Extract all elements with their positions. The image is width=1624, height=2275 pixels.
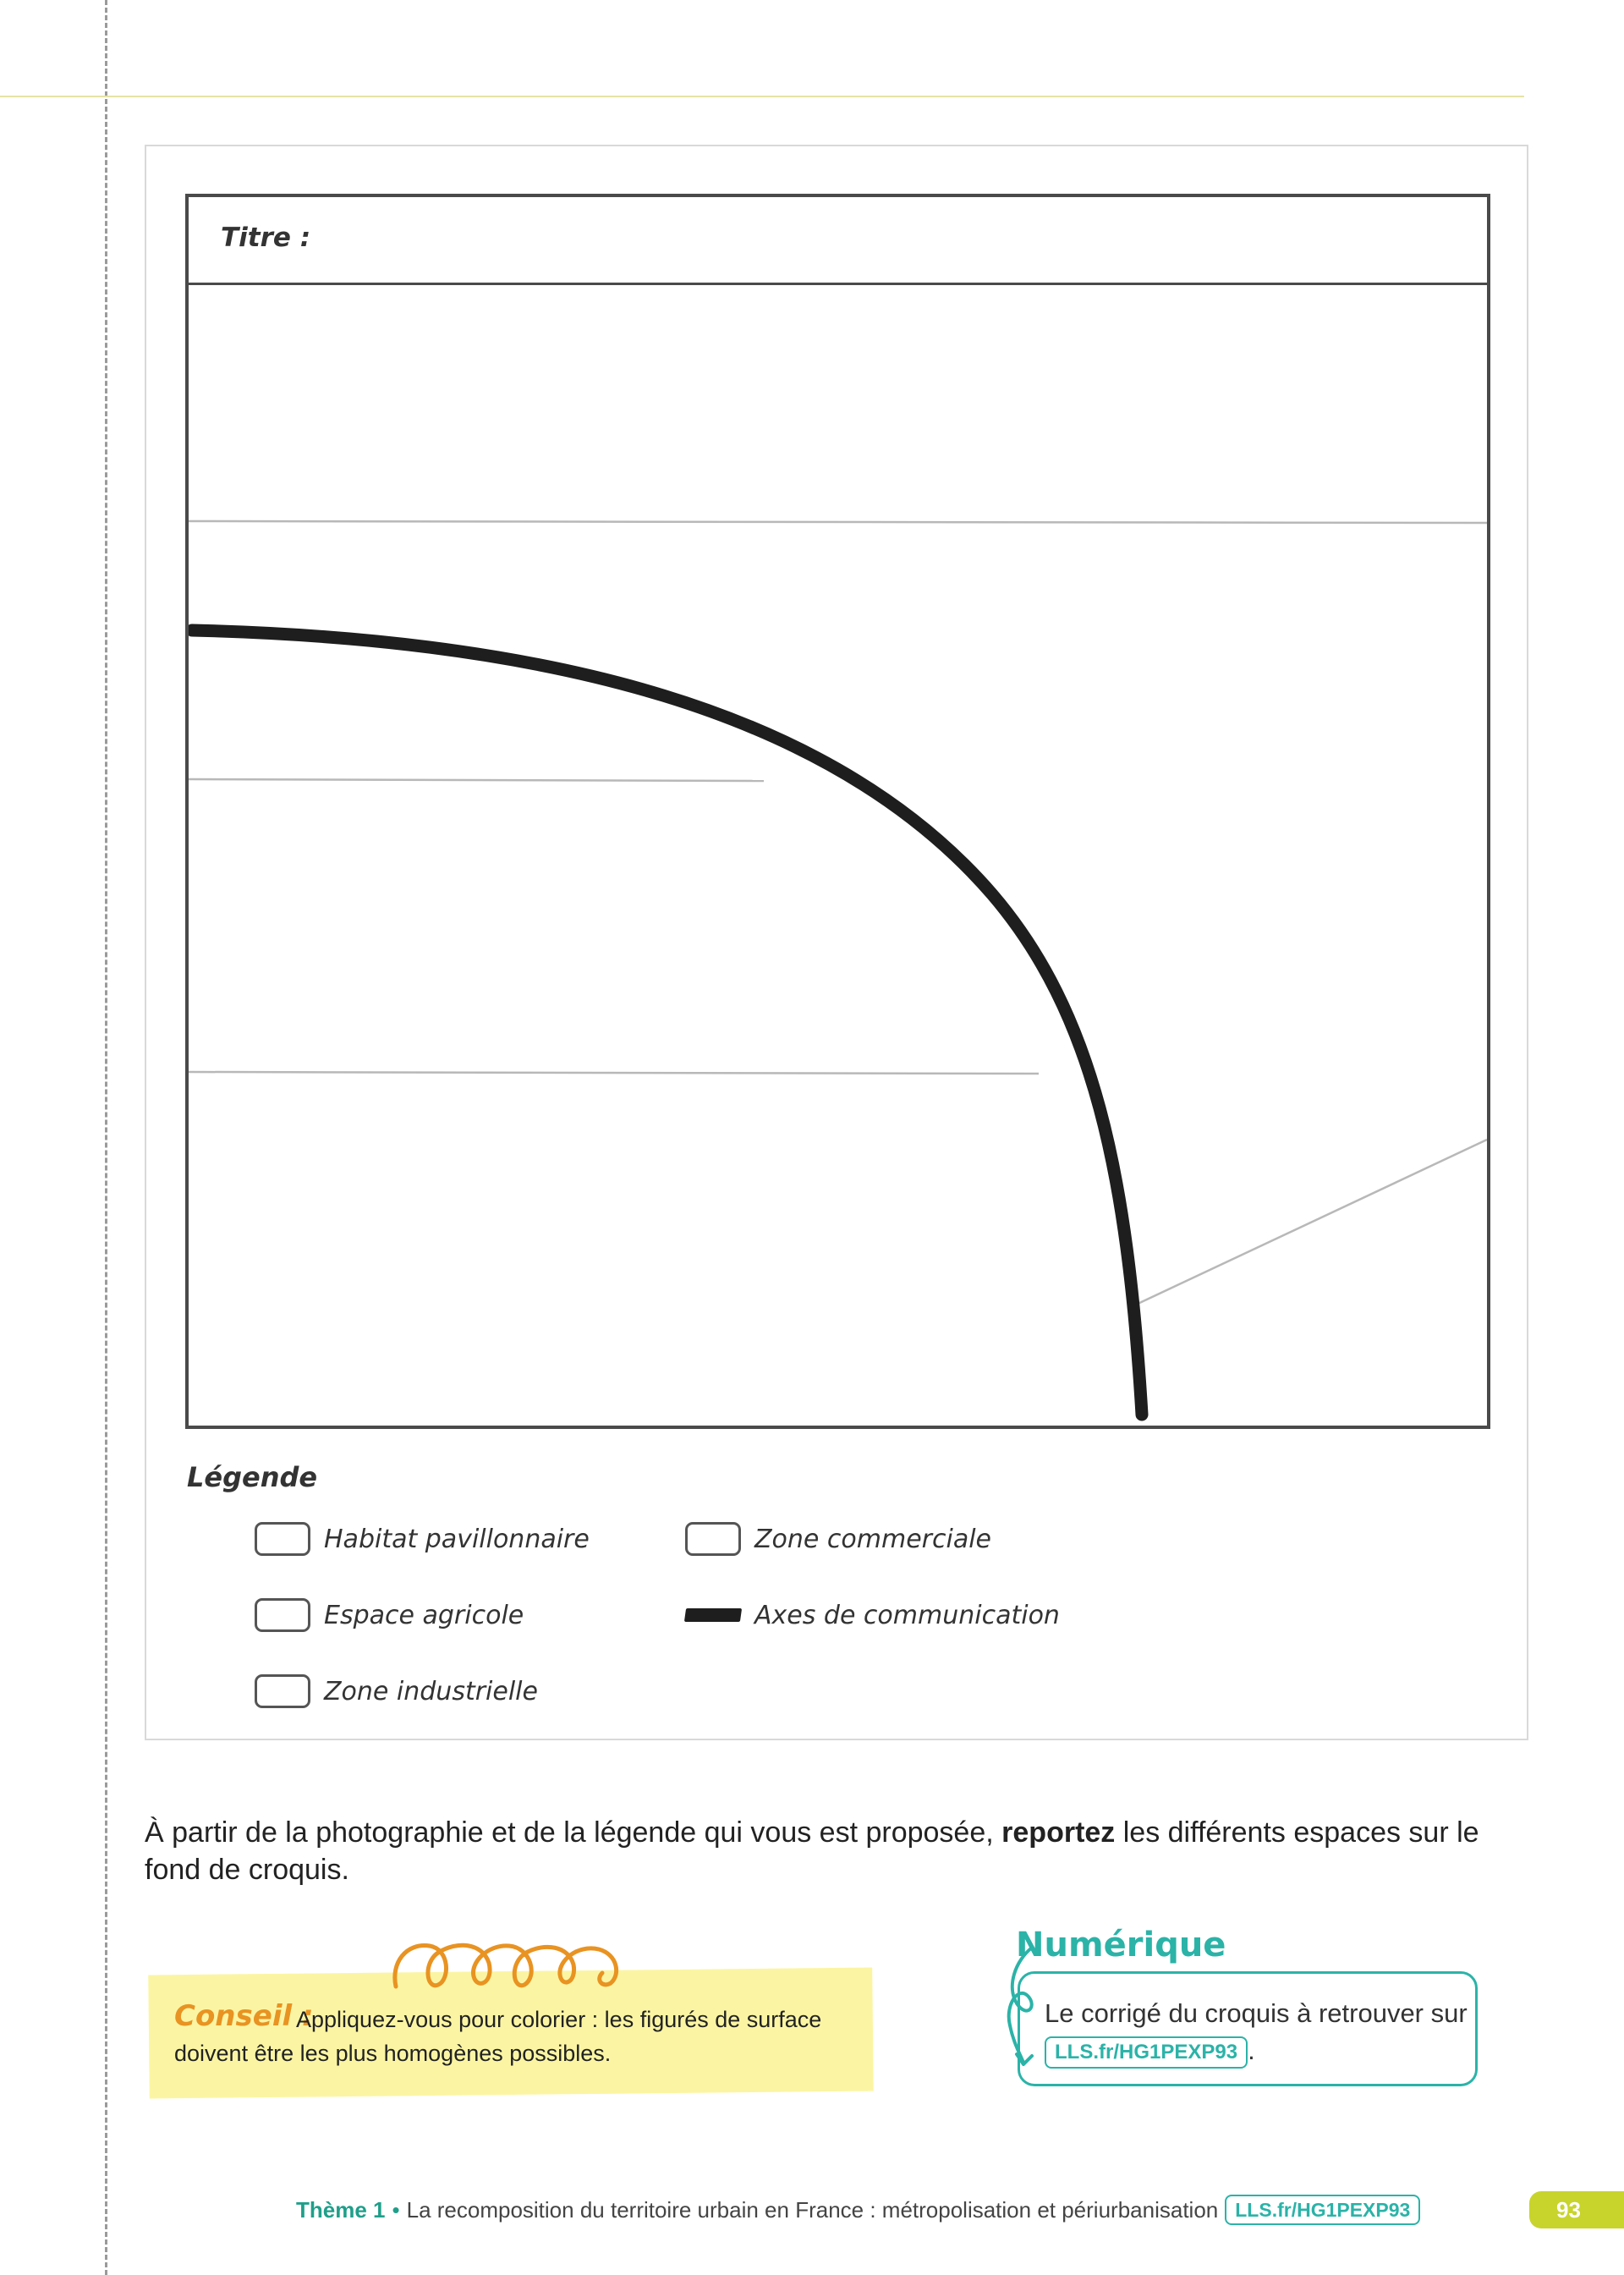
instruction-before: À partir de la photographie et de la légende qui vous est proposée, [145,1816,1002,1849]
legend-label: Axes de communication [754,1600,1060,1630]
legend-swatch-empty [255,1598,310,1632]
page-number: 93 [1529,2191,1624,2228]
numerique-text [1045,1995,1468,2069]
map-drawing-area [189,285,1487,1429]
legend-swatch-empty [255,1522,310,1556]
spiral-binding-icon [389,1937,634,1997]
boundary-line [1136,1140,1487,1305]
numerique-hook-icon [998,1944,1049,2071]
footer-link[interactable]: LLS.fr/HG1PEXP93 [1225,2195,1420,2225]
top-rule [0,96,1524,97]
legend-swatch-empty [255,1674,310,1708]
numerique-heading: Numérique [1016,1926,1226,1965]
numerique-text-after: . [1248,2036,1255,2065]
numerique-link[interactable]: LLS.fr/HG1PEXP93 [1045,2036,1248,2069]
title-row [189,197,1487,285]
legend-item-habitat [255,1519,590,1558]
numerique-text-before: Le corrigé du croquis à retrouver sur [1045,1998,1468,2028]
legend-item-zone-industrielle [255,1672,538,1711]
legend-label: Habitat pavillonnaire [324,1524,590,1554]
footer-separator: • [392,2196,400,2223]
legend-item-zone-commerciale [685,1519,991,1558]
legend-title: Légende [187,1461,318,1493]
sketch-map-frame [185,194,1490,1429]
boundary-line [189,779,764,781]
boundary-line [189,521,1487,523]
legend-label: Zone commerciale [754,1524,992,1554]
legend-swatch-line [684,1608,742,1622]
title-label: Titre : [221,223,311,253]
footer-theme: Thème 1 [296,2196,386,2223]
legend-item-espace-agricole [255,1596,524,1635]
conseil-heading: Conseil : [174,1999,314,2033]
boundary-line [189,1072,1039,1074]
instruction-bold: reportez [1001,1816,1116,1849]
instruction-after: les différents espaces sur le fond de croquis. [145,1816,1479,1886]
map-base-drawing [189,285,1487,1429]
margin-dashed-line [105,0,107,2275]
conseil-text-block [174,2003,859,2070]
instruction-text [145,1814,1498,1888]
legend-swatch-empty [685,1522,741,1556]
legend-label: Espace agricole [324,1600,524,1630]
legend-item-axes [685,1596,1060,1635]
page-footer [296,2193,1420,2227]
communication-axis-curve [192,630,1142,1415]
conseil-text: Appliquez-vous pour colorier : les figurés de surface doivent être les plus homogènes possibles. [174,2007,822,2066]
footer-description: La recomposition du territoire urbain en France : métropolisation et périurbanisation [406,2196,1219,2223]
legend-label: Zone industrielle [324,1676,538,1706]
